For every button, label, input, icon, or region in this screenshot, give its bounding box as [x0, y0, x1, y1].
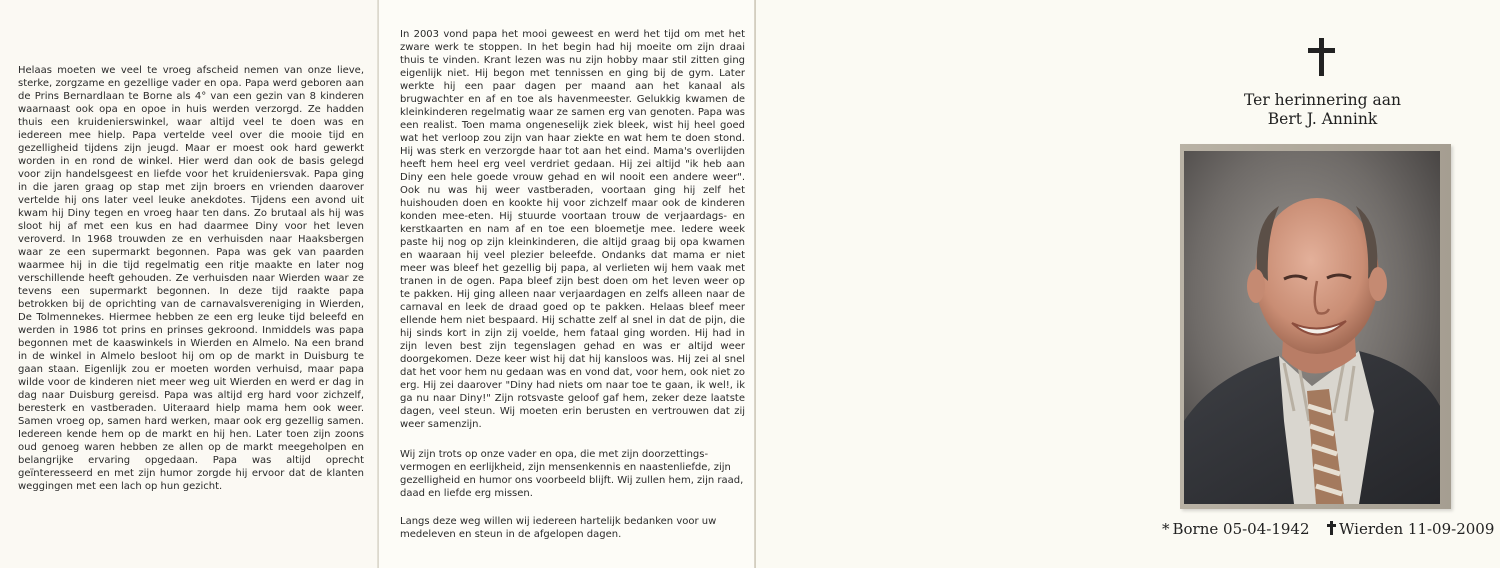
death-date-text: Wierden 11-09-2009 — [1339, 520, 1495, 538]
birth-symbol: * — [1162, 520, 1170, 538]
left-panel-text: Helaas moeten we veel te vroeg afscheid nemen van onze lieve, sterke, zorgzame en gezellige vader en opa. Papa werd geboren aan de Prins Bernardlaan te Borne als 4° van een gezin van 8 kinderen waarnaast ook opa en opoe in huis werden verzorgd. Ze hadden thuis een kruidenierswinkel, waar altijd veel te doen was en iedereen mee hielp. Papa vertelde veel over die mooie tijd en gezelligheid tijdens zijn jeugd. Maar er moest ook hard gewerkt worden in en rond de winkel. Hier werd dan ook de basis gelegd voor zijn handelsgeest en liefde voor het kruideniersvak. Papa ging in die jaren graag op stap met zijn broers en vrienden daarover vertelde hij ons later veel leuke anekdotes. Tijdens een avond uit kwam hij Diny tegen en vroeg haar ten dans. Zo brutaal als hij was sloot hij af met een kus en had daarmee Diny voor het leven veroverd. In 1968 trouwden ze en verhuisden naar Haaksbergen waar ze een supermarkt begonnen. Papa was gek van paarden waarmee hij in die tijd regelmatig een ritje maakte en later nog verschillende heeft gehouden. Ze verhuisden naar Wierden waar ze tevens een supermarkt begonnen. In deze tijd raakte papa betrokken bij de oprichting van de carnavalsvereniging in Wierden, De Tolmennekes. Hiermee hebben ze een erg leuke tijd beleefd en werden in 1986 tot prins en prinses gekroond. Inmiddels was papa begonnen met de kaaswinkels in Wierden en Almelo. Na een brand in de winkel in Almelo besloot hij om op de markt in Duisburg te gaan staan. Eigenlijk zou er moeten worden verhuisd, maar papa wilde voor de kinderen niet meer weg uit Wierden en werd er dag in dag naar Duisburg gereisd. Papa was altijd erg hard voor zichzelf, beresterk en vastberaden. Uiteraard hielp mama hem ook weer. Samen vroeg op, samen hard werken, maar ook erg gezellig samen. Iedereen kende hem op de markt en hij hen. Later toen zijn zoons oud genoeg waren hebben ze allen op de markt meegeholpen en belangrijke ervaring opgedaan. Papa was altijd oprecht geïnteresseerd en met zijn humor zorgde hij ervoor dat de klanten weggingen met een lach op hun gezicht. — [18, 65, 364, 492]
fold-line-right — [754, 0, 756, 568]
middle-panel-closing-text: Wij zijn trots op onze vader en opa, die met zijn doorzettings-vermogen en eerlijkheid, zijn mensenkennis en naastenliefde, zijn gezelligheid en humor ons voorbeeld blijft. Wij zullen hem, zijn raad, daad en liefde erg missen. — [400, 449, 744, 499]
middle-panel-text: In 2003 vond papa het mooi geweest en werd het tijd om met het zware werk te stoppen. In het begin had hij moeite om zijn draai thuis te vinden. Krant lezen was nu zijn hobby maar stil zitten ging eigenlijk niet. Hij begon met tennissen en ging bij de gym. Later werkte hij een paar dagen per maand aan het kanaal als brugwachter en af en toe als havenmeester. Gelukkig kwamen de kleinkinderen regelmatig waar ze samen erg van genoten. Papa was een realist. Toen mama ongeneselijk ziek bleek, wist hij heel goed wat het verloop zou zijn van haar ziekte en wat hem te doen stond. Hij was sterk en verzorgde haar tot aan het eind. Mama's overlijden heeft hem heel erg veel verdriet gedaan. Hij zei altijd "ik heb aan Diny een hele goede vrouw gehad en wil nooit een andere weer". Ook nu was hij weer vastberaden, voortaan ging hij zelf het huishouden doen en kookte hij voor zichzelf maar ook de kinderen konden mee-eten. Hij stuurde voortaan trouw de verjaardags- en kerstkaarten en nam af en toe een bloemetje mee. Iedere week paste hij nog op zijn kleinkinderen, die altijd graag bij opa kwamen en waaraan hij veel plezier beleefde. Ondanks dat mama er niet meer was bleef het gezellig bij papa, al verlieten wij hem vaak met tranen in de ogen. Papa bleef zijn best doen om het leven weer op te pakken. Hij ging alleen naar verjaardagen en zelfs alleen naar de carnaval en leek de draad goed op te pakken. Helaas bleef meer ellende hem niet bespaard. Hij schatte zelf al snel in dat de pijn, die hij sinds kort in zijn zij voelde, hem fataal ging worden. Hij had in zijn leven best zijn tegenslagen gehad en was er altijd weer doorgekomen. Deze keer wist hij dat hij kansloos was. Hij zei al snel dat het voor hem nu gedaan was en vond dat, voor hem, ook niet zo erg. Hij zei daarover "Diny had niets om naar toe te gaan, ik wel!, ik ga nu naar Diny!" Zijn rotsvaste geloof gaf hem, zeker deze laatste dagen, veel steun. Wij moeten erin berusten en vertrouwen dat zij weer samenzijn. — [400, 29, 745, 430]
fold-line-left — [377, 0, 379, 568]
death-date — [1327, 520, 1494, 538]
birth-date-text: Borne 05-04-1942 — [1172, 520, 1310, 538]
deceased-name: Bert J. Annink — [1267, 110, 1378, 128]
cross-icon — [1305, 38, 1339, 76]
portrait-photo — [1184, 151, 1440, 504]
memorial-heading: Ter herinnering aan — [1244, 91, 1401, 109]
birth-date — [1162, 520, 1310, 538]
dagger-icon — [1327, 521, 1336, 535]
middle-panel-thanks-text: Langs deze weg willen wij iedereen hartelijk bedanken voor uw medeleven en steun in de afgelopen dagen. — [400, 516, 717, 540]
